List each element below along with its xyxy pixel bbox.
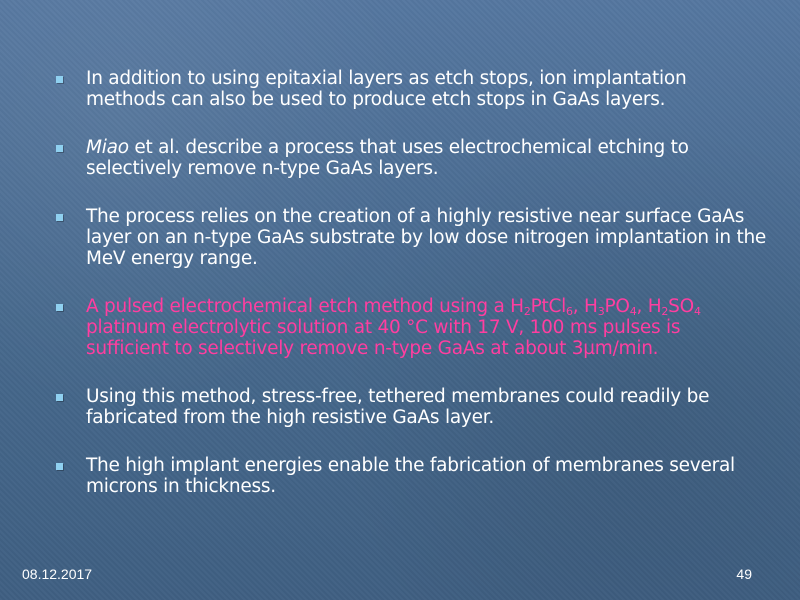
formula-subscript: 6 bbox=[566, 305, 573, 318]
bullet-text: The process relies on the creation of a highly resistive near surface GaAs layer on an n-type GaAs substrate by low dose nitrogen implantation in the MeV energy range. bbox=[86, 206, 767, 269]
formula-text: A pulsed electrochemical etch method using a H bbox=[86, 296, 524, 317]
footer-date: 08.12.2017 bbox=[22, 566, 93, 582]
bullet-text: In addition to using epitaxial layers as etch stops, ion implantation methods can also be used to produce etch stops in GaAs layers. bbox=[86, 68, 687, 110]
formula-subscript: 3 bbox=[597, 305, 605, 318]
bullet-item-process bbox=[56, 206, 768, 269]
formula-text: SO bbox=[668, 296, 694, 317]
formula-text: PtCl bbox=[530, 296, 567, 317]
bullet-item-membranes bbox=[56, 386, 768, 428]
formula-text: platinum electrolytic solution at 40 °C with 17 V, 100 ms pulses is sufficient to selectively remove n-type GaAs at about 3µm/min. bbox=[86, 317, 681, 359]
formula-text: , H bbox=[572, 296, 598, 317]
formula-text: , H bbox=[636, 296, 662, 317]
formula-subscript: 4 bbox=[629, 305, 637, 318]
formula-subscript: 4 bbox=[693, 305, 701, 318]
formula-subscript: 2 bbox=[523, 305, 531, 318]
formula-subscript: 2 bbox=[661, 305, 669, 318]
bullet-item-etch-method-highlight bbox=[56, 296, 768, 359]
bullet-item-miao bbox=[56, 137, 768, 179]
bullet-item-implant-energies bbox=[56, 455, 768, 497]
bullet-text: et al. describe a process that uses electrochemical etching to selectively remove n-type GaAs layers. bbox=[86, 137, 689, 179]
bullet-text: The high implant energies enable the fabrication of membranes several microns in thickness. bbox=[86, 455, 735, 497]
page-number: 49 bbox=[736, 566, 752, 582]
bullet-list bbox=[56, 68, 768, 524]
bullet-text: Using this method, stress-free, tethered membranes could readily be fabricated from the high resistive GaAs layer. bbox=[86, 386, 710, 428]
formula-text: PO bbox=[604, 296, 630, 317]
bullet-item-etch-stops bbox=[56, 68, 768, 110]
bullet-author-italic: Miao bbox=[86, 137, 129, 158]
